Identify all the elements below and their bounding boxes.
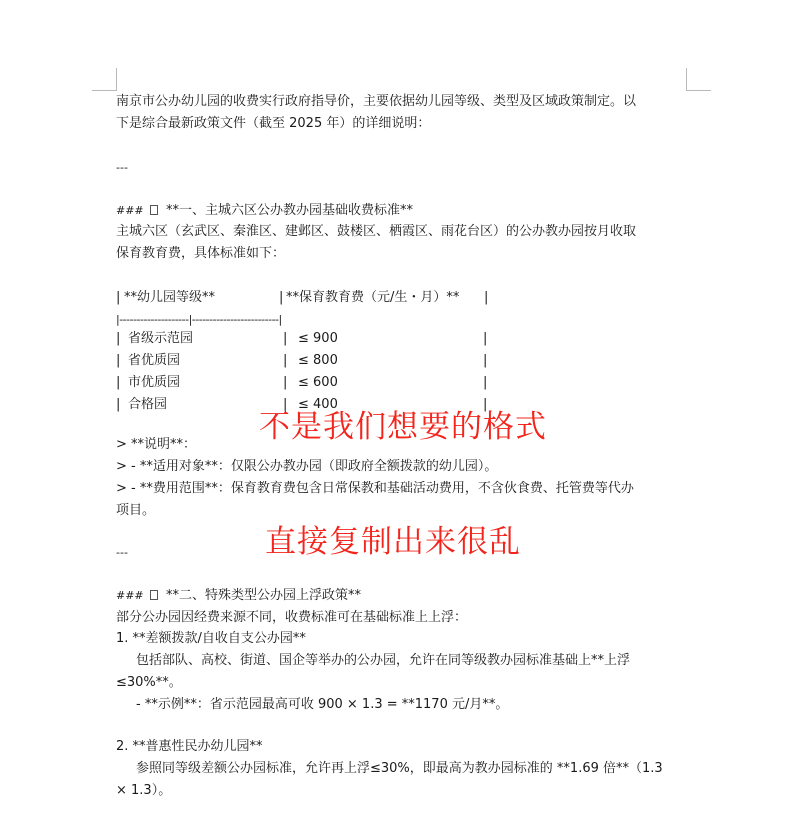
- note-item-2-line-1: > - **费用范围**：保育教育费包含日常保教和基础活动费用，不含伙食费、托管费等代办: [116, 481, 634, 496]
- horizontal-rule: ---: [116, 546, 128, 559]
- table-row: | 省级示范园 | ≤ 900 |: [116, 331, 488, 346]
- table-header-row: | **幼儿园等级** | **保育教育费（元/生・月）** |: [116, 290, 489, 305]
- item1-line-1: 包括部队、高校、街道、国企等举办的公办园，允许在同等级教办园标准基础上**上浮: [136, 653, 631, 668]
- table-cell-level: 市优质园: [128, 375, 181, 390]
- table-cell-fee: ≤ 900: [298, 331, 338, 346]
- annotation-messy-copy: 直接复制出来很乱: [265, 524, 521, 560]
- table-cell-fee: ≤ 800: [298, 353, 338, 368]
- table-cell-fee: ≤ 400: [298, 397, 338, 412]
- intro-line-1: 南京市公办幼儿园的收费实行政府指导价，主要依据幼儿园等级、类型及区域政策制定。以: [116, 94, 637, 109]
- table-row: | 省优质园 | ≤ 800 |: [116, 353, 488, 368]
- box-emoji-icon: [150, 590, 158, 600]
- item1-line-2: ≤30%**。: [116, 675, 182, 690]
- table-cell-level: 合格园: [128, 397, 168, 412]
- section2-para: 部分公办园因经费来源不同，收费标准可在基础标准上上浮：: [116, 610, 468, 625]
- table-cell-level: 省优质园: [128, 353, 181, 368]
- table-row: | 合格园 | ≤ 400 |: [116, 397, 488, 412]
- item1-title: 1. **差额拨款/自收自支公办园**: [116, 631, 306, 646]
- crop-mark-top-left: [92, 68, 117, 91]
- table-cell-fee: ≤ 600: [298, 375, 338, 390]
- section2-heading-text: **二、特殊类型公办园上浮政策**: [165, 588, 361, 603]
- item2-line-1: 参照同等级差额公办园标准，允许再上浮≤30%，即最高为教办园标准的 **1.69 倍**（1.3: [136, 761, 663, 776]
- note-item-2-line-2: 项目。: [116, 503, 156, 518]
- intro-line-2: 下是综合最新政策文件（截至 2025 年）的详细说明：: [116, 116, 431, 131]
- horizontal-rule: ---: [116, 161, 128, 174]
- box-emoji-icon: [150, 205, 158, 215]
- table-header-cell: **保育教育费（元/生・月）**: [286, 290, 460, 305]
- table-cell-level: 省级示范园: [128, 331, 194, 346]
- note-item-1: > - **适用对象**：仅限公办教办园（即政府全额拨款的幼儿园）。: [116, 459, 498, 474]
- section1-para-line-1: 主城六区（玄武区、秦淮区、建邺区、鼓楼区、栖霞区、雨花台区）的公办教办园按月收取: [116, 224, 637, 239]
- item1-example: - **示例**：省示范园最高可收 900 × 1.3 = **1170 元/月**。: [136, 697, 509, 712]
- item2-title: 2. **普惠性民办幼儿园**: [116, 739, 263, 754]
- section1-heading-text: **一、主城六区公办教办园基础收费标准**: [165, 203, 413, 218]
- section2-heading: [116, 588, 361, 604]
- heading-prefix: ###: [116, 204, 144, 217]
- item2-line-2: × 1.3）。: [116, 783, 172, 798]
- section1-heading: [116, 203, 413, 219]
- annotation-wrong-format: 不是我们想要的格式: [259, 409, 547, 445]
- table-header-cell: **幼儿园等级**: [124, 290, 216, 305]
- table-row: | 市优质园 | ≤ 600 |: [116, 375, 488, 390]
- crop-mark-top-right: [686, 68, 711, 91]
- table-separator-row: |--------------------|-------------------------|: [116, 313, 282, 326]
- heading-prefix: ###: [116, 589, 144, 602]
- section1-para-line-2: 保育教育费，具体标准如下：: [116, 246, 286, 261]
- note-title: > **说明**：: [116, 437, 197, 452]
